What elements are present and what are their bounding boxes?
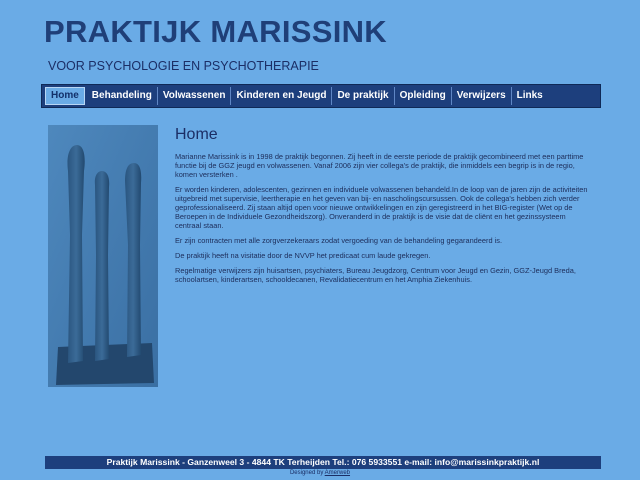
- nav-item-kinderen-en-jeugd[interactable]: Kinderen en Jeugd: [231, 87, 332, 105]
- nav-item-volwassenen[interactable]: Volwassenen: [158, 87, 232, 105]
- nav-item-de-praktijk[interactable]: De praktijk: [332, 87, 394, 105]
- main-content: [175, 153, 590, 291]
- treatment-paragraph: Er worden kinderen, adolescenten, gezinnen en individuele volwassenen behandeld.In de loop van de jaren zijn de activiteiten uitgebreid met supervisie, leertherapie en het geven van bij- en nascholingscursussen. Ook de collega's hebben zich verder geprofessionaliseerd. Zij staan altijd open voor nieuwe ontwikkelingen en zijn geregistreerd in het BIG-register (Wet op de Beroepen in de Individuele Gezondheidszorg). Onveranderd in de praktijk is de visie dat de cliënt en het gezinssysteem centraal staan.: [175, 184, 588, 230]
- page-heading: Home: [175, 126, 218, 143]
- credit-prefix: Designed by: [289, 470, 325, 476]
- nav-item-links[interactable]: Links: [516, 90, 543, 101]
- sculpture-image: [48, 125, 158, 387]
- accreditation-paragraph: De praktijk heeft na visitatie door de NVVP het predicaat cum laude gekregen.: [175, 250, 431, 260]
- footer-contact: Praktijk Marissink - Ganzenweel 3 - 4844 TK Terheijden Tel.: 076 5933551 e-mail: info@marissinkpraktijk.nl: [45, 456, 601, 469]
- nav-item-home[interactable]: Home: [45, 87, 85, 105]
- site-subtitle: VOOR PSYCHOLOGIE EN PSYCHOTHERAPIE: [48, 59, 319, 73]
- site-title: PRAKTIJK MARISSINK: [44, 14, 387, 49]
- nav-item-behandeling[interactable]: Behandeling: [87, 87, 158, 105]
- intro-paragraph: Marianne Marissink is in 1998 de praktijk begonnen. Zij heeft in de eerste periode de praktijk gecombineerd met een parttime functie bij de GGZ jeugd en volwassenen. Vanaf 2006 zijn vier collega's de praktijk, die inmiddels een begrip is in de regio, komen versterken .: [175, 152, 584, 179]
- designer-credit: [0, 469, 640, 477]
- insurance-paragraph: Er zijn contracten met alle zorgverzekeraars zodat vergoeding van de behandeling gegarandeerd is.: [175, 235, 503, 245]
- referrers-paragraph: Regelmatige verwijzers zijn huisartsen, psychiaters, Bureau Jeugdzorg, Centrum voor Jeugd en Gezin, GGZ-Jeugd Breda, schoolartsen, kinderartsen, schooldecanen, Revalidatiecentrum en het Amphia Ziekenhuis.: [175, 265, 576, 284]
- main-navigation: [41, 84, 601, 108]
- nav-item-verwijzers[interactable]: Verwijzers: [452, 87, 512, 105]
- nav-item-opleiding[interactable]: Opleiding: [395, 87, 452, 105]
- designer-link[interactable]: Amerweb: [324, 470, 351, 476]
